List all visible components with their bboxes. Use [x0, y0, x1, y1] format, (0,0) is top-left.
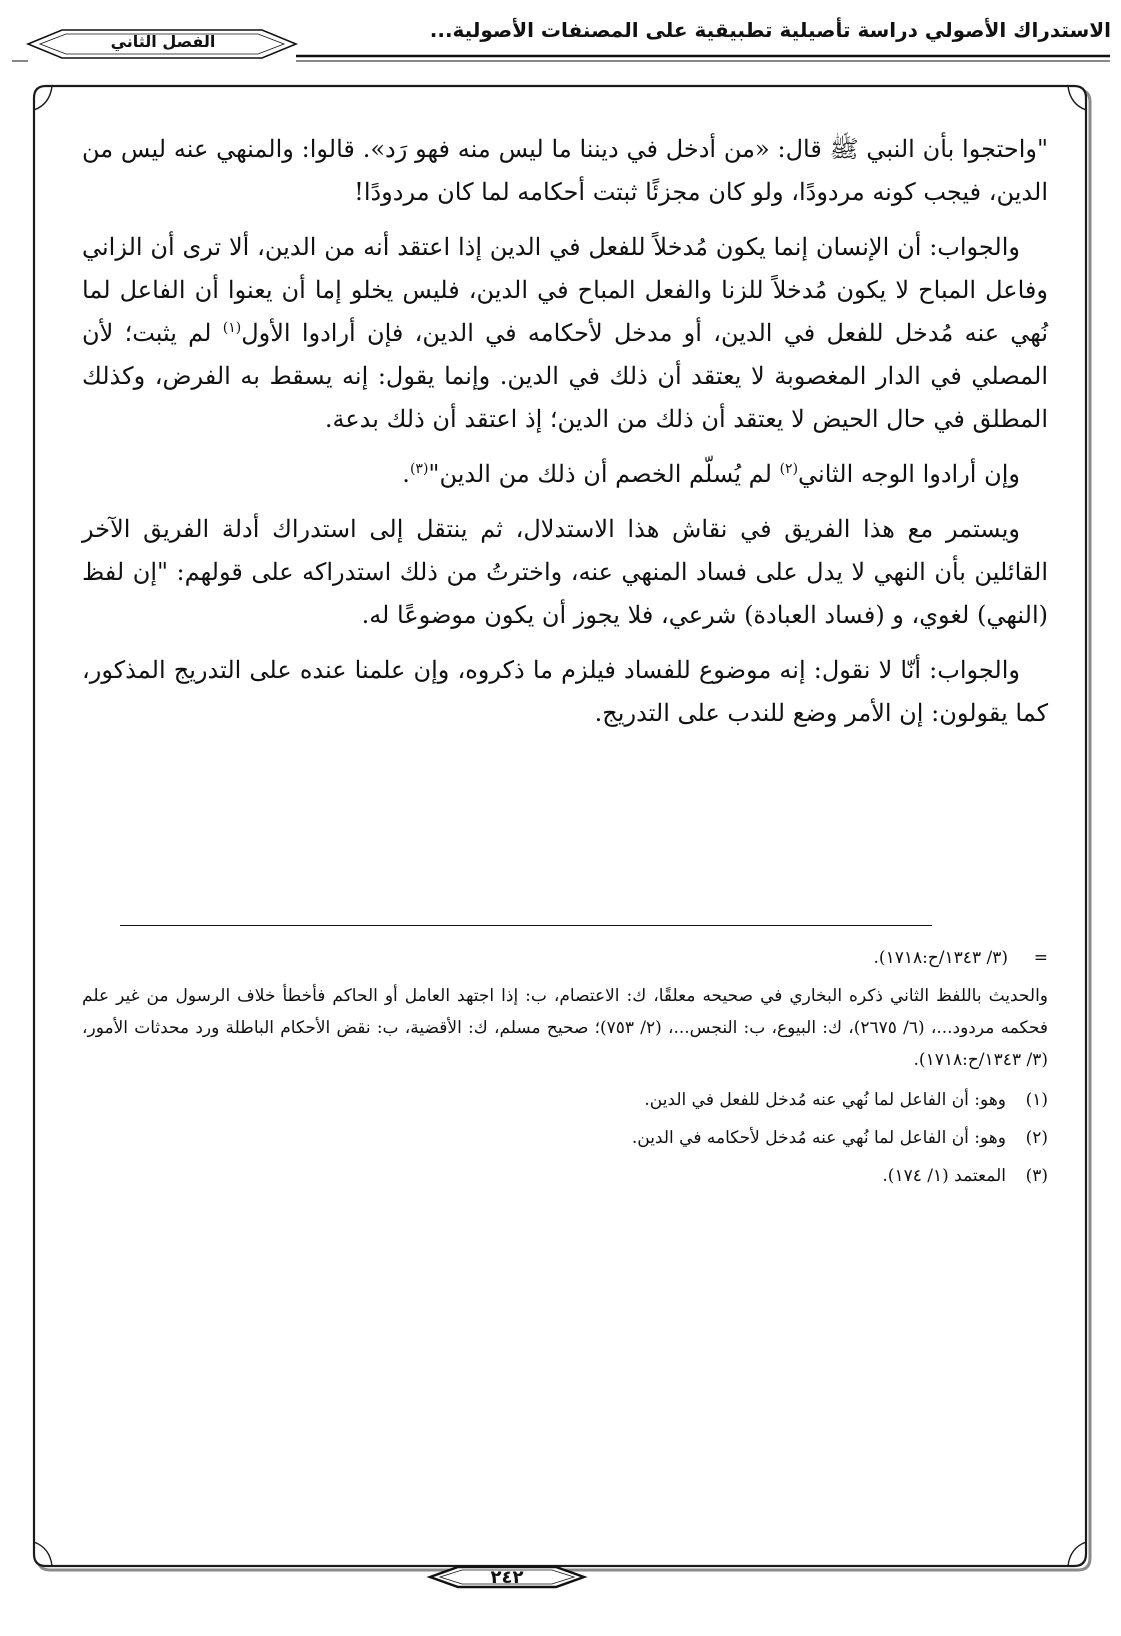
footnote-item-1	[82, 1084, 1048, 1116]
footnote-text: وهو: أن الفاعل لما نُهي عنه مُدخل للفعل في الدين.	[644, 1090, 1006, 1110]
footnote-item-2	[82, 1122, 1048, 1154]
footnote-text: المعتمد (١/ ١٧٤).	[882, 1166, 1006, 1186]
footnote-text: وهو: أن الفاعل لما نُهي عنه مُدخل لأحكامه في الدين.	[631, 1128, 1006, 1148]
paragraph-4: ويستمر مع هذا الفريق في نقاش هذا الاستدلال، ثم ينتقل إلى استدراك أدلة الفريق الآخر القائلين بأن النهي لا يدل على فساد المنهي عنه، واخترتُ من ذلك استدراكه على قولهم: "إن لفظ (النهي) لغوي، و (فساد العبادة) شرعي، فلا يجوز أن يكون موضوعًا له.	[82, 515, 1048, 629]
paragraph-3	[82, 453, 1048, 496]
paragraph-1: "واحتجوا بأن النبي ﷺ قال: «من أدخل في ديننا ما ليس منه فهو رَد». قالوا: والمنهي عنه ليس من الدين، فيجب كونه مردودًا، ولو كان مجزئًا ثبتت أحكامه لما كان مردودًا!	[82, 135, 1048, 206]
continuation-line: (٣/ ١٣٤٣/ح:١٧١٨).	[873, 948, 1008, 968]
chapter-label: الفصل الثاني	[110, 32, 216, 51]
footnote-ref-3[interactable]: (٣)	[409, 461, 429, 477]
footnote-number: (٣)	[1025, 1166, 1048, 1186]
continuation-mark: =	[1033, 948, 1048, 968]
paragraph-2-text-b: لم يثبت؛ لأن المصلي في الدار المغصوبة لا يعتقد أن ذلك في الدين. وإنما يقول: إنه يسقط به الفرض، وكذلك المطلق في حال الحيض لا يعتقد أن ذلك من الدين؛ إذ اعتقد أن ذلك بدعة.	[82, 319, 1048, 433]
paragraph-2	[82, 226, 1048, 441]
book-title: الاستدراك الأصولي دراسة تأصيلية تطبيقية على المصنفات الأصولية...	[429, 18, 1111, 42]
footnote-continuation	[82, 942, 1048, 974]
paragraph-2-text-a: والجواب: أن الإنسان إنما يكون مُدخلاً للفعل في الدين إذا اعتقد أنه من الدين، ألا ترى أن الزاني وفاعل المباح لا يكون مُدخلاً للزنا والفعل المباح في الدين، فليس يخلو إما أن يعنوا أن الفاعل لما نُهي عنه مُدخل للفعل في الدين، أو مدخل لأحكامه في الدين، فإن أرادوا الأول	[82, 233, 1049, 347]
footnote-number: (٢)	[1025, 1128, 1048, 1148]
paragraph-3-text-a: وإن أرادوا الوجه الثاني	[798, 460, 1020, 488]
footnote-ref-2[interactable]: (٢)	[779, 461, 799, 477]
paragraph-3-text-c: .	[402, 460, 410, 488]
footnote-separator	[120, 925, 932, 926]
page-number: ٢٤٢	[490, 1567, 524, 1588]
footnotes	[82, 942, 1048, 1198]
footnote-ref-1[interactable]: (١)	[222, 320, 242, 336]
paragraph-3-text-b: لم يُسلّم الخصم أن ذلك من الدين"	[428, 460, 780, 488]
main-text	[82, 128, 1048, 747]
footnote-hadith-note: والحديث باللفظ الثاني ذكره البخاري في صحيحه معلقًا، ك: الاعتصام، ب: إذا اجتهد العامل أو الحاكم فأخطأ خلاف الرسول من غير علم فحكمه مردود...، (٦/ ٢٦٧٥)، ك: البيوع، ب: النجس...، (٢/ ٧٥٣)؛ صحيح مسلم، ك: الأقضية، ب: نقض الأحكام الباطلة ورد محدثات الأمور، (٣/ ١٣٤٣/ح:١٧١٨).	[82, 986, 1049, 1070]
footnote-list	[82, 1084, 1048, 1192]
paragraph-5: والجواب: أنّا لا نقول: إنه موضوع للفساد فيلزم ما ذكروه، وإن علمنا عنده على التدريج المذكور، كما يقولون: إن الأمر وضع للندب على التدريج.	[82, 656, 1048, 727]
footnote-number: (١)	[1025, 1090, 1048, 1110]
footnote-item-3	[82, 1160, 1048, 1192]
